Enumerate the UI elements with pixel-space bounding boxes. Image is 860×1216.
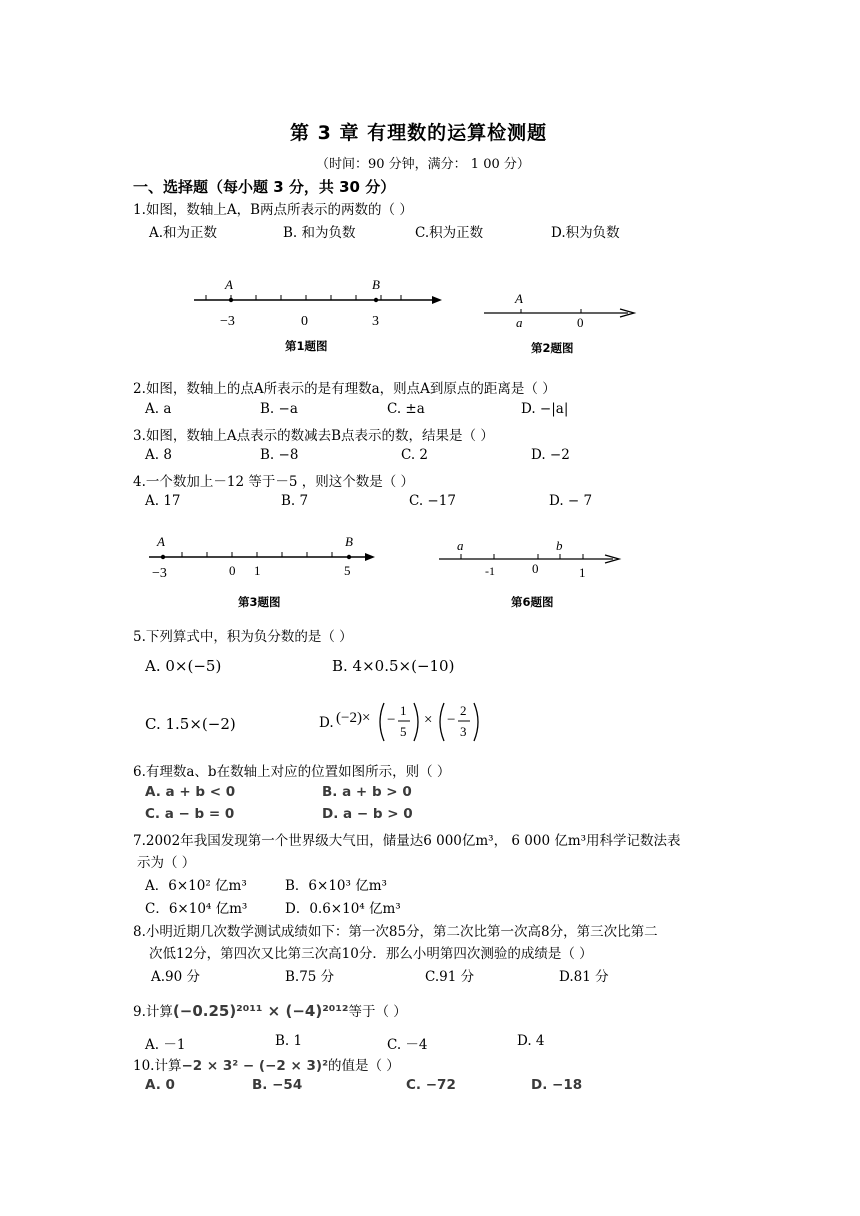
figure-6-number-line bbox=[435, 535, 630, 600]
svg-text:−: − bbox=[387, 712, 396, 728]
q1-option-b: B. 和为负数 bbox=[283, 225, 356, 241]
question-7-stem-cont: 示为（ ） bbox=[137, 855, 196, 871]
figure-3-caption: 第3题图 bbox=[238, 595, 281, 609]
q4-option-a: A. 17 bbox=[145, 493, 181, 509]
figure-2-caption: 第2题图 bbox=[531, 341, 574, 355]
figure-1-caption: 第1题图 bbox=[285, 339, 328, 353]
q6-option-b: B. a + b > 0 bbox=[322, 784, 412, 800]
fig6-tick-0: 0 bbox=[532, 561, 539, 576]
q10-stem-pre: 10.计算 bbox=[133, 1058, 182, 1074]
q9-option-a: A. －1 bbox=[145, 1037, 186, 1053]
q3-option-d: D. −2 bbox=[531, 447, 570, 463]
question-2-stem: 2.如图，数轴上的点A所表示的是有理数a，则点A到原点的距离是（ ） bbox=[133, 381, 556, 397]
fig2-label-a-lower: a bbox=[516, 315, 523, 330]
fig6-label-b: b bbox=[556, 538, 563, 553]
q10-option-c: C. −72 bbox=[406, 1077, 456, 1093]
q10-option-a: A. 0 bbox=[145, 1077, 175, 1093]
q6-option-c: C. a − b = 0 bbox=[145, 806, 235, 822]
q8-option-d: D.81 分 bbox=[559, 969, 609, 985]
q2-option-b: B. −a bbox=[260, 401, 298, 417]
q8-option-a: A.90 分 bbox=[151, 969, 201, 985]
q9-option-d: D. 4 bbox=[517, 1033, 545, 1049]
q3-option-c: C. 2 bbox=[401, 447, 429, 463]
question-10-stem bbox=[133, 1054, 400, 1074]
fig6-tick-1: 1 bbox=[579, 565, 586, 580]
q7-option-c: C．6×10⁴ 亿m³ bbox=[145, 901, 248, 917]
fig2-tick-0: 0 bbox=[577, 315, 584, 330]
q10-option-b: B. −54 bbox=[252, 1077, 303, 1093]
fig3-tick-0: 0 bbox=[229, 563, 236, 578]
q10-option-d: D. −18 bbox=[531, 1077, 583, 1093]
q8-option-b: B.75 分 bbox=[285, 969, 335, 985]
q7-option-b: B．6×10³ 亿m³ bbox=[285, 878, 387, 894]
q4-option-c: C. −17 bbox=[409, 493, 456, 509]
fig2-label-a-upper: A bbox=[515, 291, 523, 306]
svg-text:−: − bbox=[447, 712, 456, 728]
q5-d-frac2-num: 2 bbox=[460, 703, 467, 718]
question-1-stem: 1.如图，数轴上A，B两点所表示的两数的（ ） bbox=[133, 202, 413, 218]
q9-option-b: B. 1 bbox=[275, 1033, 303, 1049]
question-8-stem: 8.小明近期几次数学测试成绩如下：第一次85分，第二次比第一次高8分，第三次比第二 bbox=[133, 924, 658, 940]
q5-d-frac2-den: 3 bbox=[460, 724, 467, 739]
q6-option-a: A. a + b < 0 bbox=[145, 784, 236, 800]
q9-stem-pre: 9.计算 bbox=[133, 1004, 173, 1020]
question-4-stem: 4.一个数加上－12 等于－5 ，则这个数是（ ） bbox=[133, 474, 415, 490]
q7-option-a: A．6×10² 亿m³ bbox=[145, 878, 247, 894]
fig3-tick-1: 1 bbox=[254, 563, 261, 578]
q9-stem-post: 等于（ ） bbox=[348, 1004, 407, 1020]
q2-option-c: C. ±a bbox=[387, 401, 425, 417]
fig1-tick-neg3: −3 bbox=[220, 314, 235, 329]
question-9-stem bbox=[133, 1000, 407, 1020]
q1-option-c: C.积为正数 bbox=[415, 225, 484, 241]
q5-d-times: × bbox=[424, 712, 433, 728]
question-8-stem-cont: 次低12分，第四次又比第三次高10分．那么小明第四次测验的成绩是（ ） bbox=[149, 946, 593, 962]
q10-stem-post: 的值是（ ） bbox=[327, 1058, 400, 1074]
exam-info: （时间：90 分钟，满分： 1 00 分） bbox=[316, 157, 530, 172]
q5-option-b: B. 4×0.5×(−10) bbox=[332, 657, 455, 675]
q8-option-c: C.91 分 bbox=[425, 969, 475, 985]
q3-option-a: A. 8 bbox=[145, 447, 172, 463]
fig6-label-a: a bbox=[457, 538, 464, 553]
q7-option-d: D．0.6×10⁴ 亿m³ bbox=[285, 901, 401, 917]
q5-d-part-1: (−2)× bbox=[336, 710, 371, 726]
page-title: 第 3 章 有理数的运算检测题 bbox=[290, 122, 548, 144]
fig1-tick-0: 0 bbox=[301, 314, 308, 329]
figure-3-number-line bbox=[145, 535, 385, 600]
q5-d-frac1-den: 5 bbox=[400, 724, 407, 739]
q4-option-d: D. − 7 bbox=[549, 493, 593, 509]
section-heading: 一、选择题（每小题 3 分，共 30 分） bbox=[133, 178, 396, 196]
figure-6-caption: 第6题图 bbox=[511, 595, 554, 609]
q5-option-d-expression bbox=[336, 700, 486, 750]
fig1-label-a: A bbox=[225, 277, 233, 292]
question-6-stem: 6.有理数a、b在数轴上对应的位置如图所示，则（ ） bbox=[133, 764, 451, 780]
q1-option-a: A.和为正数 bbox=[149, 225, 218, 241]
fig6-tick-neg1: -1 bbox=[485, 564, 495, 578]
q5-option-c: C. 1.5×(−2) bbox=[145, 715, 236, 733]
q9-option-c: C. －4 bbox=[387, 1037, 428, 1053]
q2-option-d: D. −|a| bbox=[521, 401, 569, 417]
question-5-stem: 5.下列算式中，积为负分数的是（ ） bbox=[133, 629, 353, 645]
q3-option-b: B. −8 bbox=[260, 447, 299, 463]
q2-option-a: A. a bbox=[145, 401, 172, 417]
q5-option-a: A. 0×(−5) bbox=[145, 657, 222, 675]
q4-option-b: B. 7 bbox=[281, 493, 309, 509]
q1-option-d: D.积为负数 bbox=[551, 225, 620, 241]
fig1-tick-3: 3 bbox=[372, 314, 379, 329]
q10-expression: −2 × 3² − (−2 × 3)² bbox=[181, 1058, 328, 1074]
fig3-label-a: A bbox=[157, 534, 165, 549]
fig1-label-b: B bbox=[372, 277, 380, 292]
q6-option-d: D. a − b > 0 bbox=[322, 806, 413, 822]
fig3-tick-5: 5 bbox=[344, 563, 351, 578]
q5-d-frac1-num: 1 bbox=[400, 703, 407, 718]
fig3-label-b: B bbox=[345, 534, 353, 549]
question-3-stem: 3.如图，数轴上A点表示的数减去B点表示的数，结果是（ ） bbox=[133, 428, 494, 444]
question-7-stem: 7.2002年我国发现第一个世界级大气田，储量达6 000亿m³， 6 000 亿m³用科学记数法表 bbox=[133, 833, 681, 849]
q5-option-d-label: D. bbox=[319, 715, 334, 731]
q9-expression: (−0.25)²⁰¹¹ × (−4)²⁰¹² bbox=[172, 1002, 349, 1020]
fig3-tick-neg3: −3 bbox=[152, 566, 167, 581]
